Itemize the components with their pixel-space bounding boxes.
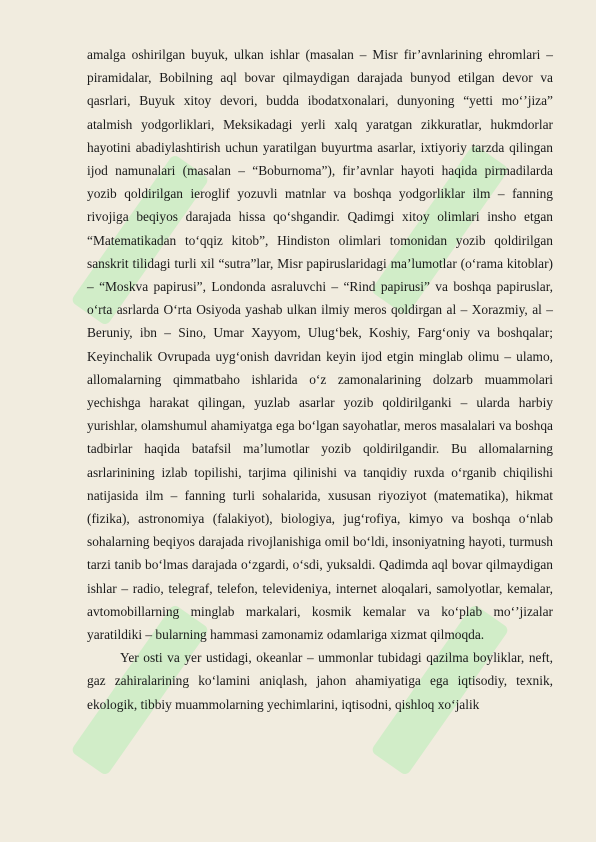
body-text xyxy=(87,43,553,716)
paragraph-2: Yer osti va yer ustidagi, okeanlar – ummonlar tubidagi qazilma boyliklar, neft, gaz zahiralarining ko‘lamini aniqlash, jahon ahamiyatiga ega iqtisodiy, texnik, ekologik, tibbiy muammolarning yechimlarini, iqtisodni, qishloq xo‘jalik xyxy=(87,650,553,712)
paragraph-1: amalga oshirilgan buyuk, ulkan ishlar (masalan – Misr fir’avnlarining ehromlari – piramidalar, Bobilning aql bovar qilmaydigan darajada bunyod etilgan devor va qasrlari, Buyuk xitoy devori, budda ibodatxonalari, dunyoning “yetti mo‘’jiza” atalmish yodgorliklari, Meksikadagi yerli xalq yaratgan zikkuratlar, hukmdorlar hayotini abadiylashtirish uchun yaratilgan buyurtma asarlar, ixtiyoriy tarzda qilingan ijod namunalari (masalan – “Boburnoma”), fir’avnlar hayoti haqida pirmadilarda yozib qoldirilgan ieroglif yozuvli matnlar va boshqa yodgorliklar ilm – fanning rivojiga beqiyos darajada hissa qo‘shgandir. Qadimgi xitoy olimlari insho etgan “Matematikadan to‘qqiz kitob”, Hindiston olimlari tomonidan yozib qoldirilgan sanskrit tilidagi turli xil “sutra”lar, Misr papiruslaridagi ma’lumotlar (o‘rama kitoblar) – “Moskva papirusi”, Londonda asraluvchi – “Rind papirusi” va boshqa papiruslar, o‘rta asrlarda O‘rta Osiyoda yashab ulkan ilmiy meros qoldirgan al – Xorazmiy, al – Beruniy, ibn – Sino, Umar Xayyom, Ulug‘bek, Koshiy, Farg‘oniy va boshqalar; Keyinchalik Ovrupada uyg‘onish davridan keyin ijod etgin minglab olimu – ulamo, allomalarning qimmatbaho ishlarida o‘z zamonalarining dolzarb muammolari yechishga harakat qilingan, yuzlab asarlar yozib qoldirilganki – ularda harbiy yurishlar, olamshumul ahamiyatga ega bo‘lgan sayohatlar, meros masalalari va boshqa tadbirlar haqida batafsil ma’lumotlar yozib qoldirilgandir. Bu allomalarning asrlarinining izlab topilishi, tarjima qilinishi va tanqidiy ruxda o‘rganib chiqilishi natijasida ilm – fanning turli sohalarida, xususan riyoziyot (matematika), hikmat (fizika), astronomiya (falakiyot), biologiya, jug‘rofiya, kimyo va boshqa o‘nlab sohalarning beqiyos darajada rivojlanishiga omil bo‘ldi, insoniyatning hayoti, turmush tarzi tanib bo‘lmas darajada o‘zgardi, o‘sdi, yuksaldi. Qadimda aql bovar qilmaydigan ishlar – radio, telegraf, telefon, televideniya, internet aloqalari, samolyotlar, kemalar, avtomobillarning minglab markalari, kosmik kemalar va ko‘plab mo‘’jizalar yaratildiki – bularning hammasi zamonamiz odamlariga xizmat qilmoqda. xyxy=(87,47,553,643)
